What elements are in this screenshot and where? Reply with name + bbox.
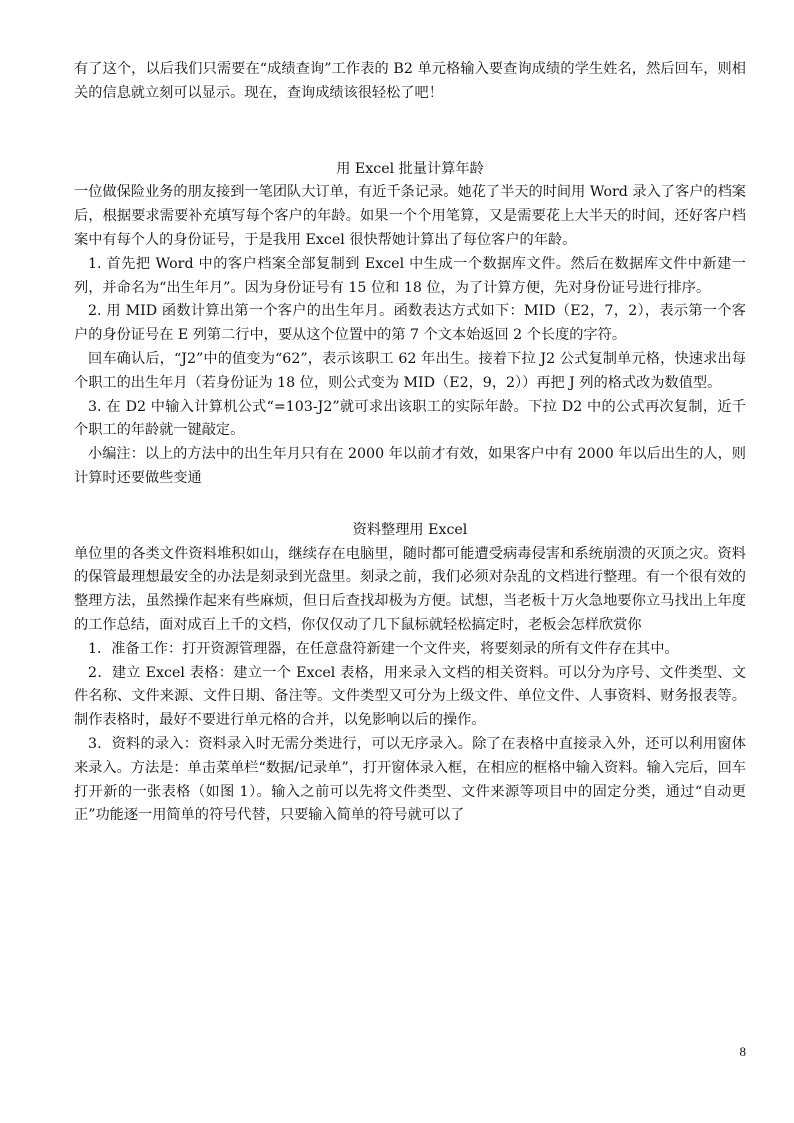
paragraph: 2. 用 MID 函数计算出第一个客户的出生年月。函数表达方式如下：MID（E2，7，2），表示第一个客户的身份证号在 E 列第二行中，要从这个位置中的第 7 个文本始返回 2 个长度的字符。 [74,303,746,344]
paragraph: 1. 首先把 Word 中的客户档案全部复制到 Excel 中生成一个数据库文件。然后在数据库文件中新建一列，并命名为“出生年月”。因为身份证号有 15 位和 18 位，为了计算方便，先对身份证号进行排序。 [74,255,746,296]
document-page [74,58,746,828]
section-title: 资料整理用 Excel [352,521,468,538]
paragraph: 单位里的各类文件资料堆积如山，继续存在电脑里，随时都可能遭受病毒侵害和系统崩溃的灭顶之灾。资料的保管最理想最安全的办法是刻录到光盘里。刻录之前，我们必须对杂乱的文档进行整理。有一个很有效的整理方法，虽然操作起来有些麻烦，但日后查找却极为方便。试想，当老板十万火急地要你立马找出上年度的工作总结，面对成百上千的文档，你仅仅动了几下鼠标就轻松搞定时，老板会怎样欣赏你 [74,545,746,633]
spacer [74,106,746,134]
paragraph: 2．建立 Excel 表格：建立一个 Excel 表格，用来录入文档的相关资料。可以分为序号、文件类型、文件名称、文件来源、文件日期、备注等。文件类型又可分为上级文件、单位文件、人事资料、财务报表等。制作表格时，最好不要进行单元格的合并，以免影响以后的操作。 [74,664,746,729]
section-organize-data [74,519,746,828]
paragraph: 回车确认后，“J2”中的值变为“62”，表示该职工 62 年出生。接着下拉 J2 公式复制单元格，快速求出每个职工的出生年月（若身份证为 18 位，则公式变为 MID（E2，9，2））再把 J 列的格式改为数值型。 [74,350,746,391]
section-batch-age [74,158,746,491]
section-title: 用 Excel 批量计算年龄 [336,160,484,177]
intro-paragraph: 有了这个，以后我们只需要在“成绩查询”工作表的 B2 单元格输入要查询成绩的学生姓名，然后回车，则相关的信息就立刻可以显示。现在，查询成绩该很轻松了吧！ [74,61,746,101]
editor-note: 小编注：以上的方法中的出生年月只有在 2000 年以前才有效，如果客户中有 2000 年以后出生的人，则计算时还要做些变通 [74,446,746,486]
spacer [74,134,746,158]
paragraph: 3．资料的录入：资料录入时无需分类进行，可以无序录入。除了在表格中直接录入外，还可以利用窗体来录入。方法是：单击菜单栏“数据/记录单”，打开窗体录入框，在相应的框格中输入资料。输入完后，回车打开新的一张表格（如图 1）。输入之前可以先将文件类型、文件来源等项目中的固定分类，通过“自动更正”功能逐一用简单的符号代替，只要输入简单的符号就可以了 [74,735,746,824]
spacer [74,491,746,519]
paragraph: 1．准备工作：打开资源管理器，在任意盘符新建一个文件夹，将要刻录的所有文件存在其中。 [88,640,679,657]
page-number: 8 [739,1044,746,1059]
paragraph: 3. 在 D2 中输入计算机公式“=103-J2”就可求出该职工的实际年龄。下拉 D2 中的公式再次复制，近千个职工的年龄就一键敲定。 [74,398,746,439]
paragraph: 一位做保险业务的朋友接到一笔团队大订单，有近千条记录。她花了半天的时间用 Word 录入了客户的档案后，根据要求需要补充填写每个客户的年龄。如果一个个用笔算，又是需要花上大半天的时间，还好客户档案中有每个人的身份证号，于是我用 Excel 很快帮她计算出了每位客户的年龄。 [74,184,746,248]
